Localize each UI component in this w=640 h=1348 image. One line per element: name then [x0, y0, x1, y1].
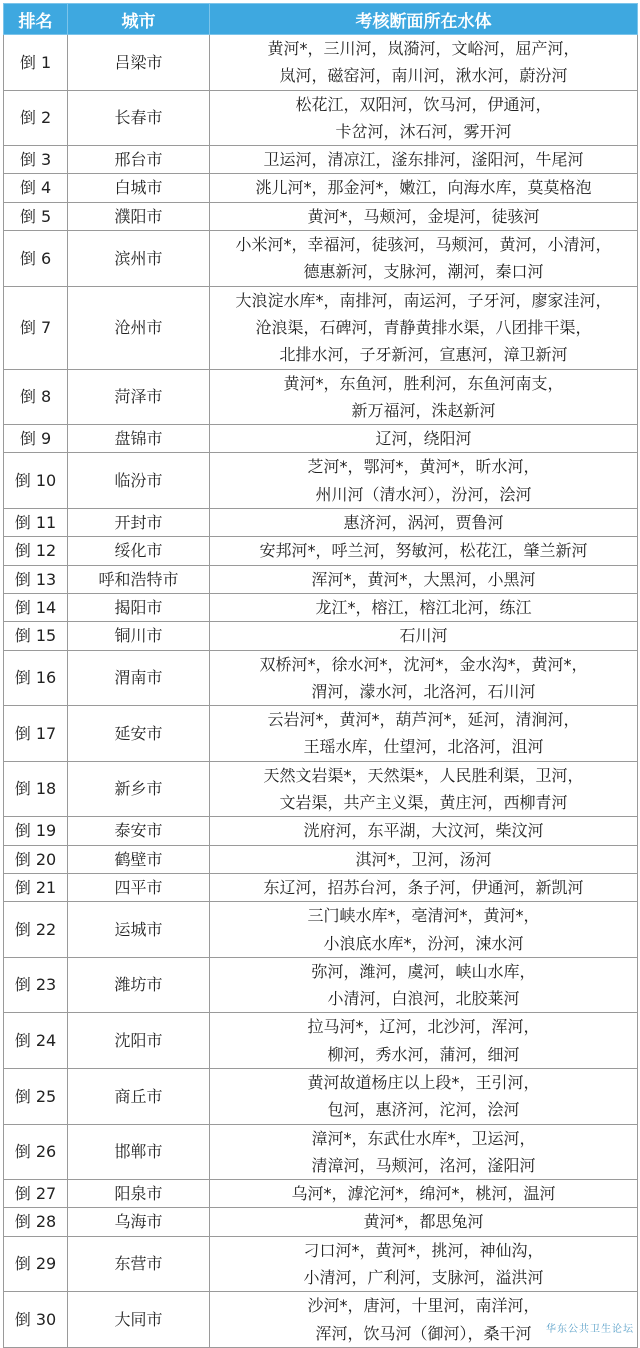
- rank-cell: 倒 30: [4, 1292, 68, 1348]
- table-row: [4, 146, 638, 174]
- city-cell: 鹤壁市: [68, 845, 210, 873]
- city-cell: 商丘市: [68, 1068, 210, 1124]
- rank-cell: 倒 26: [4, 1124, 68, 1180]
- table-row: [4, 286, 638, 369]
- city-cell: 四平市: [68, 873, 210, 901]
- rank-cell: 倒 13: [4, 565, 68, 593]
- water-bodies-line: 惠济河，涡河，贾鲁河: [343, 513, 504, 533]
- water-bodies-cell: [210, 509, 638, 537]
- table-row: [4, 174, 638, 202]
- table-row: [4, 845, 638, 873]
- city-cell: 白城市: [68, 174, 210, 202]
- table-row: [4, 35, 638, 91]
- table-row: [4, 902, 638, 958]
- water-bodies-line: 龙江*，榕江，榕江北河，练江: [315, 597, 532, 617]
- water-bodies-line: 北排水河，子牙新河，宣惠河，漳卫新河: [279, 345, 568, 365]
- rank-cell: 倒 11: [4, 509, 68, 537]
- city-cell: 邯郸市: [68, 1124, 210, 1180]
- water-bodies-cell: [210, 1124, 638, 1180]
- water-bodies-line: 黄河*，马颊河，金堤河，徒骇河: [307, 206, 540, 226]
- table-row: [4, 1208, 638, 1236]
- rank-cell: 倒 4: [4, 174, 68, 202]
- city-cell: 阳泉市: [68, 1180, 210, 1208]
- water-bodies-cell: [210, 706, 638, 762]
- table-body: [4, 35, 638, 1348]
- rank-cell: 倒 9: [4, 425, 68, 453]
- water-bodies-line: 辽河，绕阳河: [375, 429, 472, 449]
- water-bodies-line: 云岩河*，黄河*，葫芦河*，延河，清涧河，: [267, 710, 580, 730]
- table-row: [4, 1236, 638, 1292]
- rank-cell: 倒 15: [4, 622, 68, 650]
- water-bodies-line: 大浪淀水库*，南排河，南运河，子牙河，廖家洼河，: [235, 290, 612, 310]
- water-bodies-cell: [210, 622, 638, 650]
- water-bodies-line: 包河，惠济河，沱河，浍河: [327, 1100, 520, 1120]
- water-bodies-line: 洮儿河*，那金河*，嫩江，向海水库，莫莫格泡: [255, 178, 592, 198]
- table-row: [4, 231, 638, 287]
- water-bodies-line: 拉马河*，辽河，北沙河，浑河，: [307, 1017, 540, 1037]
- water-bodies-line: 文岩渠，共产主义渠，黄庄河，西柳青河: [279, 793, 568, 813]
- table-row: [4, 202, 638, 230]
- rank-cell: 倒 2: [4, 90, 68, 146]
- table-row: [4, 706, 638, 762]
- water-bodies-line: 小米河*，幸福河，徒骇河，马颊河，黄河，小清河，: [235, 235, 612, 255]
- water-bodies-line: 王瑶水库，仕望河，北洛河，沮河: [303, 737, 544, 757]
- water-bodies-cell: [210, 174, 638, 202]
- city-cell: 泰安市: [68, 817, 210, 845]
- water-bodies-cell: [210, 845, 638, 873]
- city-cell: 菏泽市: [68, 369, 210, 425]
- water-bodies-cell: [210, 873, 638, 901]
- water-bodies-cell: [210, 90, 638, 146]
- city-cell: 盘锦市: [68, 425, 210, 453]
- water-bodies-line: 沙河*，唐河，十里河，南洋河，: [307, 1296, 540, 1316]
- water-bodies-line: 卫运河，清凉江，滏东排河，滏阳河，牛尾河: [263, 150, 584, 170]
- table-row: [4, 873, 638, 901]
- water-bodies-line: 黄河*，三川河，岚漪河，文峪河，屈产河，: [267, 39, 580, 58]
- water-bodies-line: 洸府河，东平湖，大汶河，柴汶河: [303, 821, 544, 841]
- rank-cell: 倒 18: [4, 761, 68, 817]
- city-cell: 呼和浩特市: [68, 565, 210, 593]
- water-bodies-cell: [210, 957, 638, 1013]
- rank-cell: 倒 21: [4, 873, 68, 901]
- water-bodies-cell: [210, 202, 638, 230]
- rank-cell: 倒 24: [4, 1013, 68, 1069]
- water-bodies-line: 德惠新河，支脉河，潮河，秦口河: [303, 262, 544, 282]
- city-cell: 濮阳市: [68, 202, 210, 230]
- city-cell: 延安市: [68, 706, 210, 762]
- table-row: [4, 622, 638, 650]
- table-row: [4, 453, 638, 509]
- water-bodies-cell: [210, 902, 638, 958]
- city-cell: 东营市: [68, 1236, 210, 1292]
- header-water-bodies: 考核断面所在水体: [210, 4, 638, 35]
- city-cell: 沧州市: [68, 286, 210, 369]
- rank-cell: 倒 19: [4, 817, 68, 845]
- city-cell: 滨州市: [68, 231, 210, 287]
- rank-cell: 倒 14: [4, 593, 68, 621]
- water-bodies-line: 芝河*，鄂河*，黄河*，昕水河，: [307, 457, 540, 477]
- water-bodies-line: 小浪底水库*，汾河，涑水河: [323, 933, 524, 953]
- water-bodies-line: 浑河，饮马河（御河），桑干河: [315, 1323, 532, 1343]
- water-bodies-line: 黄河故道杨庄以上段*，王引河，: [307, 1072, 540, 1092]
- table-row: [4, 369, 638, 425]
- rank-cell: 倒 23: [4, 957, 68, 1013]
- rank-cell: 倒 22: [4, 902, 68, 958]
- water-bodies-line: 柳河，秀水河，蒲河，细河: [327, 1044, 520, 1064]
- water-bodies-cell: [210, 565, 638, 593]
- rank-cell: 倒 16: [4, 650, 68, 706]
- rank-cell: 倒 12: [4, 537, 68, 565]
- city-cell: 潍坊市: [68, 957, 210, 1013]
- city-cell: 运城市: [68, 902, 210, 958]
- water-bodies-line: 卡岔河，沐石河，雾开河: [335, 121, 512, 141]
- table-row: [4, 509, 638, 537]
- water-bodies-cell: [210, 425, 638, 453]
- table-row: [4, 817, 638, 845]
- table-header-row: [4, 4, 638, 35]
- water-bodies-line: 东辽河，招苏台河，条子河，伊通河，新凯河: [263, 877, 584, 897]
- water-bodies-cell: [210, 1180, 638, 1208]
- city-cell: 长春市: [68, 90, 210, 146]
- water-bodies-line: 岚河，磁窑河，南川河，湫水河，蔚汾河: [279, 66, 568, 86]
- table-row: [4, 1292, 638, 1348]
- water-bodies-line: 刁口河*，黄河*，挑河，神仙沟，: [303, 1240, 544, 1260]
- rank-cell: 倒 8: [4, 369, 68, 425]
- water-bodies-cell: [210, 286, 638, 369]
- watermark: 华东公共卫生论坛: [546, 1324, 634, 1335]
- city-cell: 沈阳市: [68, 1013, 210, 1069]
- city-cell: 开封市: [68, 509, 210, 537]
- water-bodies-line: 州川河（清水河），汾河，浍河: [315, 484, 532, 504]
- water-bodies-cell: [210, 593, 638, 621]
- table-row: [4, 650, 638, 706]
- water-bodies-line: 乌河*，滹沱河*，绵河*，桃河，温河: [291, 1184, 556, 1204]
- table-row: [4, 1013, 638, 1069]
- city-cell: 绥化市: [68, 537, 210, 565]
- table-row: [4, 1180, 638, 1208]
- water-bodies-line: 沧浪渠，石碑河，青静黄排水渠，八团排干渠，: [255, 317, 592, 337]
- water-bodies-line: 弥河，潍河，虞河，峡山水库，: [311, 961, 536, 981]
- city-cell: 乌海市: [68, 1208, 210, 1236]
- table-row: [4, 425, 638, 453]
- rank-cell: 倒 7: [4, 286, 68, 369]
- water-bodies-cell: [210, 369, 638, 425]
- water-bodies-line: 双桥河*，徐水河*，沈河*，金水沟*，黄河*，: [259, 654, 588, 674]
- water-bodies-cell: [210, 650, 638, 706]
- rank-cell: 倒 5: [4, 202, 68, 230]
- table-row: [4, 90, 638, 146]
- table-row: [4, 761, 638, 817]
- water-bodies-line: 石川河: [399, 626, 448, 646]
- rank-cell: 倒 3: [4, 146, 68, 174]
- table-row: [4, 565, 638, 593]
- water-bodies-cell: [210, 453, 638, 509]
- table-row: [4, 1068, 638, 1124]
- city-cell: 渭南市: [68, 650, 210, 706]
- rank-cell: 倒 25: [4, 1068, 68, 1124]
- water-bodies-line: 漳河*，东武仕水库*，卫运河，: [311, 1128, 536, 1148]
- water-bodies-line: 安邦河*，呼兰河，努敏河，松花江，肇兰新河: [259, 541, 588, 561]
- rank-cell: 倒 20: [4, 845, 68, 873]
- rank-cell: 倒 29: [4, 1236, 68, 1292]
- water-bodies-cell: [210, 1208, 638, 1236]
- water-bodies-cell: [210, 231, 638, 287]
- water-bodies-line: 清漳河，马颊河，洺河，滏阳河: [311, 1155, 536, 1175]
- city-cell: 新乡市: [68, 761, 210, 817]
- water-bodies-line: 淇河*，卫河，汤河: [355, 849, 492, 869]
- water-bodies-line: 浑河*，黄河*，大黑河，小黑河: [311, 569, 536, 589]
- table-row: [4, 1124, 638, 1180]
- water-bodies-cell: [210, 1236, 638, 1292]
- city-cell: 吕梁市: [68, 35, 210, 91]
- rank-cell: 倒 17: [4, 706, 68, 762]
- water-bodies-cell: [210, 537, 638, 565]
- city-cell: 大同市: [68, 1292, 210, 1348]
- city-cell: 铜川市: [68, 622, 210, 650]
- rank-cell: 倒 10: [4, 453, 68, 509]
- city-cell: 邢台市: [68, 146, 210, 174]
- city-cell: 揭阳市: [68, 593, 210, 621]
- table-row: [4, 593, 638, 621]
- table-row: [4, 957, 638, 1013]
- header-rank: 排名: [4, 4, 68, 35]
- water-bodies-line: 小清河，广利河，支脉河，溢洪河: [303, 1268, 544, 1288]
- water-bodies-line: 三门峡水库*，亳清河*，黄河*，: [307, 906, 540, 926]
- water-bodies-cell: [210, 817, 638, 845]
- header-city: 城市: [68, 4, 210, 35]
- water-bodies-line: 渭河，濛水河，北洛河，石川河: [311, 681, 536, 701]
- water-bodies-line: 小清河，白浪河，北胶莱河: [327, 989, 520, 1009]
- rank-cell: 倒 6: [4, 231, 68, 287]
- water-bodies-cell: [210, 35, 638, 91]
- water-bodies-cell: [210, 1068, 638, 1124]
- water-bodies-line: 黄河*，都思兔河: [363, 1212, 484, 1232]
- rank-cell: 倒 28: [4, 1208, 68, 1236]
- water-bodies-cell: [210, 761, 638, 817]
- water-quality-table: [3, 3, 638, 1348]
- table-row: [4, 537, 638, 565]
- rank-cell: 倒 27: [4, 1180, 68, 1208]
- city-cell: 临汾市: [68, 453, 210, 509]
- water-bodies-cell: [210, 146, 638, 174]
- water-bodies-line: 松花江，双阳河，饮马河，伊通河，: [295, 94, 552, 114]
- water-bodies-line: 新万福河，洙赵新河: [351, 400, 496, 420]
- water-bodies-line: 天然文岩渠*，天然渠*，人民胜利渠，卫河，: [263, 765, 584, 785]
- rank-cell: 倒 1: [4, 35, 68, 91]
- water-bodies-cell: [210, 1013, 638, 1069]
- water-bodies-line: 黄河*，东鱼河，胜利河，东鱼河南支，: [283, 373, 564, 393]
